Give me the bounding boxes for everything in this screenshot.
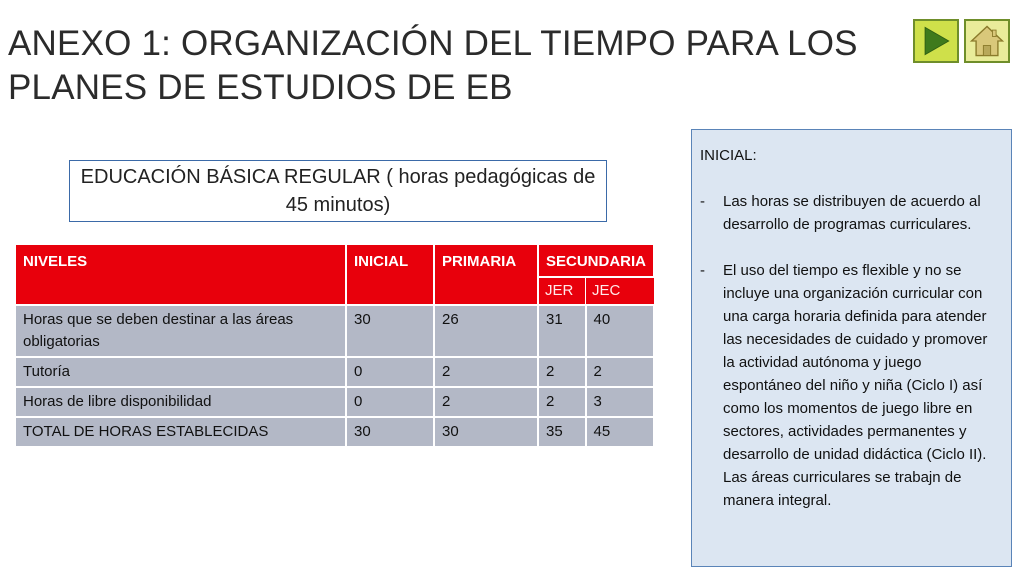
table-row (15, 387, 654, 417)
next-slide-button[interactable] (913, 19, 959, 63)
row-label: Horas de libre disponibilidad (15, 387, 346, 417)
cell-jer: 35 (538, 417, 586, 447)
bullet-text: Las horas se distribuyen de acuerdo al desarrollo de programas curriculares. (723, 193, 981, 233)
bullet-dash: - (700, 193, 705, 210)
cell-jec: 40 (586, 305, 655, 357)
notes-heading: INICIAL: (700, 147, 757, 164)
header-secundaria: SECUNDARIA (538, 244, 654, 277)
cell-inicial: 30 (346, 305, 434, 357)
notes-bullet (700, 190, 1001, 236)
cell-primaria: 2 (434, 387, 538, 417)
cell-inicial: 30 (346, 417, 434, 447)
cell-primaria: 2 (434, 357, 538, 387)
cell-primaria: 30 (434, 417, 538, 447)
bullet-text: El uso del tiempo es flexible y no se incluye una organización curricular con una carga horaria definida para atender las necesidades de cuidado y promover la actividad autónoma y juego espontáneo del niño y niña (Ciclo I) así como los momentos de juego libre en sectores, actividades permanentes y desarrollo de unidad didáctica (Ciclo II). Las áreas curriculares se trabajn de manera integral. (723, 262, 988, 509)
table-row (15, 305, 654, 357)
cell-inicial: 0 (346, 387, 434, 417)
table-row (15, 357, 654, 387)
header-jer: JER (538, 277, 586, 305)
header-niveles: NIVELES (15, 244, 346, 305)
cell-primaria: 26 (434, 305, 538, 357)
home-icon (966, 21, 1008, 61)
subtitle-text: EDUCACIÓN BÁSICA REGULAR ( horas pedagógicas de 45 minutos) (80, 166, 596, 216)
cell-jec: 3 (586, 387, 655, 417)
home-button[interactable] (964, 19, 1010, 63)
header-inicial: INICIAL (346, 244, 434, 305)
play-arrow-icon (915, 21, 957, 61)
header-row (15, 244, 654, 277)
cell-jec: 45 (586, 417, 655, 447)
header-jec: JEC (586, 277, 655, 305)
subtitle-box (69, 160, 607, 222)
table-row (15, 417, 654, 447)
cell-inicial: 0 (346, 357, 434, 387)
slide-title: ANEXO 1: ORGANIZACIÓN DEL TIEMPO PARA LOS PLANES DE ESTUDIOS DE EB (8, 24, 858, 107)
inicial-notes-box (691, 129, 1012, 567)
cell-jer: 31 (538, 305, 586, 357)
cell-jer: 2 (538, 357, 586, 387)
cell-jer: 2 (538, 387, 586, 417)
header-primaria: PRIMARIA (434, 244, 538, 305)
row-label: Horas que se deben destinar a las áreas obligatorias (15, 305, 346, 357)
hours-table (14, 243, 655, 448)
row-label: Tutoría (15, 357, 346, 387)
row-label: TOTAL DE HORAS ESTABLECIDAS (15, 417, 346, 447)
notes-bullet (700, 259, 1001, 512)
bullet-dash: - (700, 262, 705, 279)
cell-jec: 2 (586, 357, 655, 387)
